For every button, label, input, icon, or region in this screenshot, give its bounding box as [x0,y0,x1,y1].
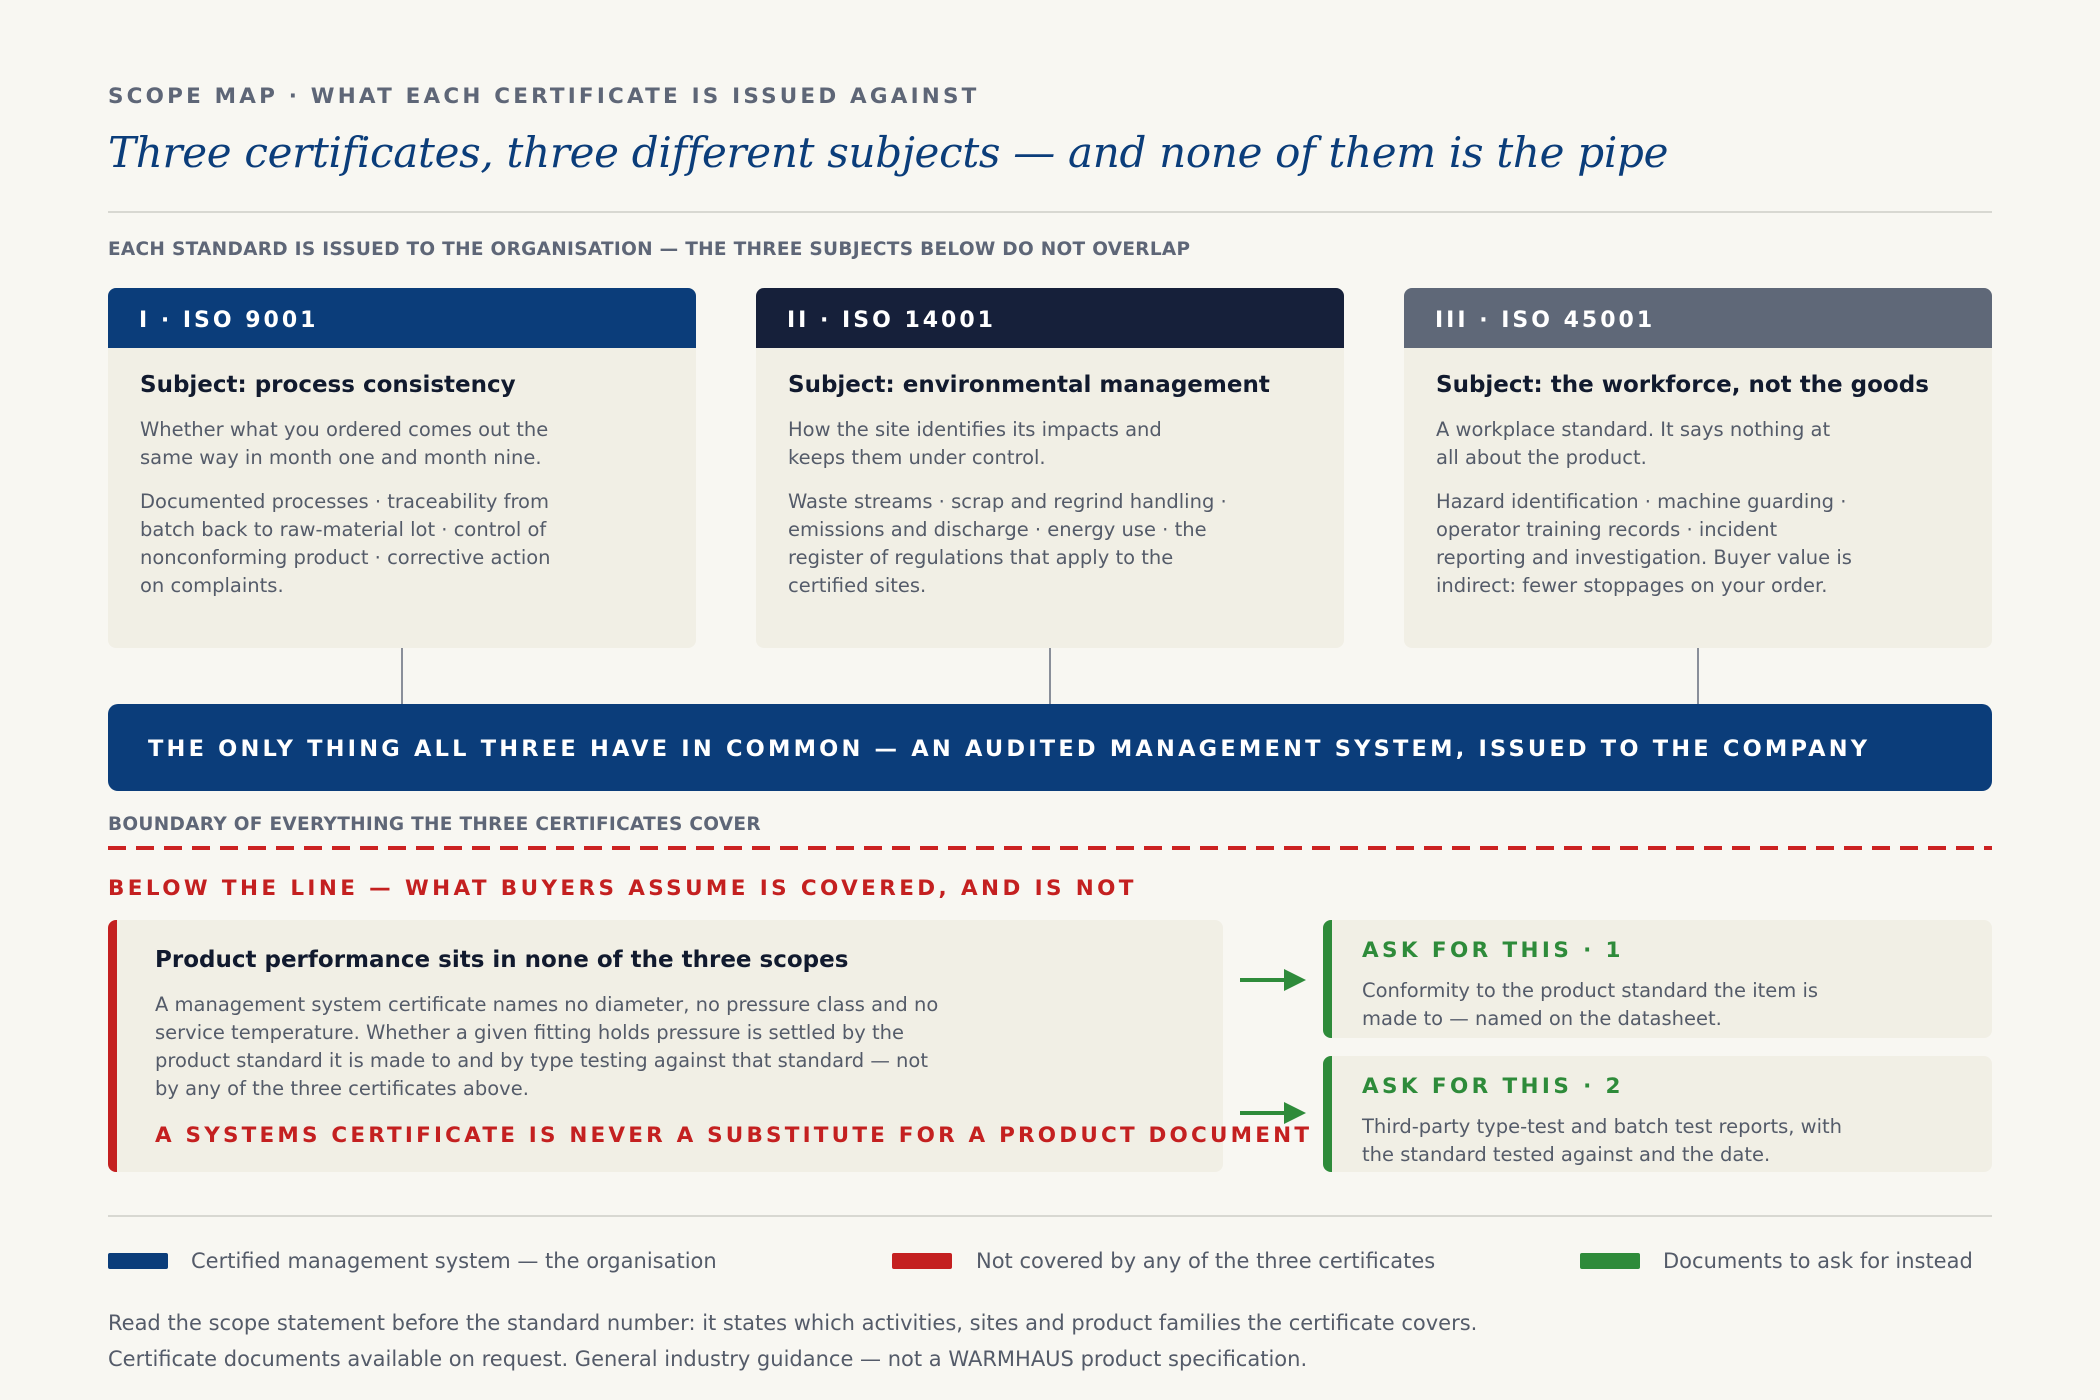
connector-line [1697,648,1699,704]
arrow-right-icon [1240,968,1306,992]
page-title: Three certificates, three different subjects — and none of them is the pipe [108,128,1669,177]
card-subject: Subject: environmental management [788,372,1270,398]
common-band: THE ONLY THING ALL THREE HAVE IN COMMON — AN AUDITED MANAGEMENT SYSTEM, ISSUED TO THE COMPANY [108,704,1992,791]
divider [108,1215,1992,1217]
below-line-heading: BELOW THE LINE — WHAT BUYERS ASSUME IS COVERED, AND IS NOT [108,876,1137,901]
card-summary: Whether what you ordered comes out the same way in month one and month nine. [140,418,549,469]
connector-line [401,648,403,704]
perf-title: Product performance sits in none of the three scopes [155,947,849,973]
card-iso-14001 [756,288,1344,648]
ask-text: Conformity to the product standard the item is made to — named on the datasheet. [1362,979,1819,1030]
legend-label: Not covered by any of the three certificates [976,1249,1436,1273]
card-detail: Waste streams · scrap and regrind handling · emissions and discharge · energy use · the register of regulations that apply to the certified sites. [788,490,1227,597]
boundary-dashed-line [108,846,1992,850]
card-summary: A workplace standard. It says nothing at all about the product. [1436,418,1831,469]
perf-text: A management system certificate names no diameter, no pressure class and no service temperature. Whether a given fitting holds pressure is settled by the product standard it is made to and by type testing against that standard — not by any of the three certificates above. [155,993,939,1100]
ask-title: ASK FOR THIS · 2 [1362,1074,1624,1099]
boundary-caption: BOUNDARY OF EVERYTHING THE THREE CERTIFICATES COVER [108,814,761,835]
legend-swatch-red [892,1253,952,1269]
card-header: III · ISO 45001 [1404,288,1992,348]
legend-label: Certified management system — the organisation [191,1249,717,1273]
card-header: I · ISO 9001 [108,288,696,348]
divider [108,211,1992,213]
legend-swatch-blue [108,1253,168,1269]
perf-callout: A SYSTEMS CERTIFICATE IS NEVER A SUBSTITUTE FOR A PRODUCT DOCUMENT [155,1123,1313,1148]
card-detail: Documented processes · traceability from batch back to raw-material lot · control of nonconforming product · corrective action on complaints. [140,490,551,597]
card-header: II · ISO 14001 [756,288,1344,348]
ask-card-2 [1323,1056,1992,1172]
ask-text: Third-party type-test and batch test reports, with the standard tested against and the date. [1362,1115,1843,1166]
footnote: Certificate documents available on request. General industry guidance — not a WARMHAUS product specification. [108,1347,1308,1371]
subcaption: EACH STANDARD IS ISSUED TO THE ORGANISATION — THE THREE SUBJECTS BELOW DO NOT OVERLAP [108,239,1191,260]
legend-swatch-green [1580,1253,1640,1269]
ask-title: ASK FOR THIS · 1 [1362,938,1624,963]
legend-label: Documents to ask for instead [1663,1249,1973,1273]
footnote: Read the scope statement before the standard number: it states which activities, sites and product families the certificate covers. [108,1311,1478,1335]
connector-line [1049,648,1051,704]
kicker: SCOPE MAP · WHAT EACH CERTIFICATE IS ISSUED AGAINST [108,84,980,109]
ask-card-1 [1323,920,1992,1038]
card-subject: Subject: the workforce, not the goods [1436,372,1929,398]
card-detail: Hazard identification · machine guarding · operator training records · incident reporting and investigation. Buyer value is indirect: fewer stoppages on your order. [1436,490,1852,597]
card-summary: How the site identifies its impacts and keeps them under control. [788,418,1162,469]
arrow-right-icon [1240,1101,1306,1125]
card-subject: Subject: process consistency [140,372,516,398]
card-iso-45001 [1404,288,1992,648]
product-performance-card [108,920,1313,1172]
card-iso-9001 [108,288,696,648]
